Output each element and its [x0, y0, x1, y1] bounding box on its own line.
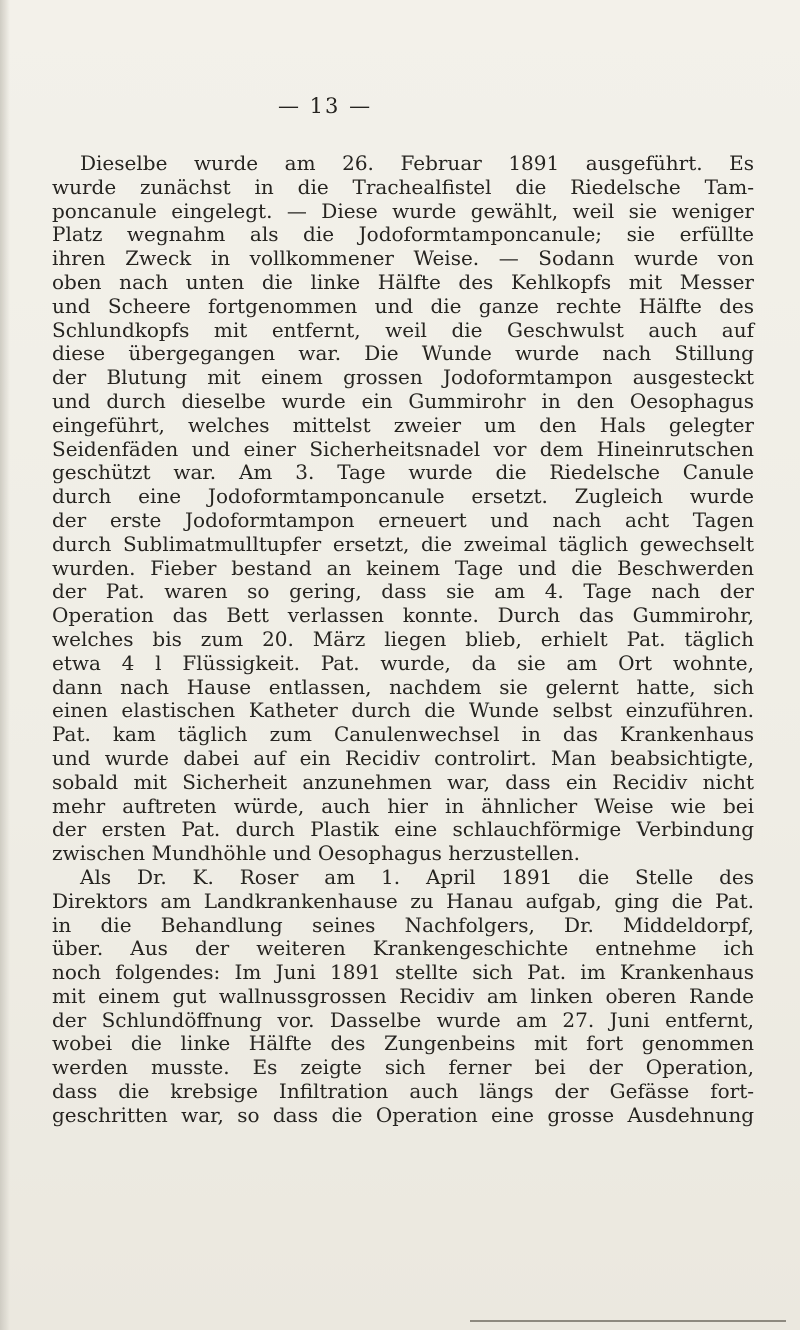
text-line: in die Behandlung seines Nachfolgers, Dr. Middeldorpf, — [52, 912, 754, 937]
text-line: über. Aus der weiteren Krankengeschichte entnehme ich — [52, 936, 754, 961]
text-line: dass die krebsige Infiltration auch längs der Gefässe fort- — [52, 1079, 754, 1104]
text-line: Dieselbe wurde am 26. Februar 1891 ausgeführt. Es — [80, 151, 754, 175]
text-line: Als Dr. K. Roser am 1. April 1891 die Stelle des — [80, 864, 754, 889]
text-line: wurden. Fieber bestand an keinem Tage und die Beschwerden — [52, 555, 754, 580]
text-line: geschützt war. Am 3. Tage wurde die Riedelsche Canule — [52, 460, 754, 485]
bottom-rule — [470, 1320, 786, 1322]
text-line: durch Sublimatmulltupfer ersetzt, die zweimal täglich gewechselt — [52, 531, 754, 556]
text-line: eingeführt, welches mittelst zweier um den Hals gelegter — [52, 412, 754, 437]
text-line: poncanule eingelegt. — Diese wurde gewählt, weil sie weniger — [52, 198, 754, 223]
text-line: durch eine Jodoformtamponcanule ersetzt. Zugleich wurde — [52, 484, 754, 509]
text-line: Schlundkopfs mit entfernt, weil die Geschwulst auch auf — [52, 317, 754, 342]
text-line: Seidenfäden und einer Sicherheitsnadel vor dem Hineinrutschen — [52, 436, 754, 461]
text-line: Platz wegnahm als die Jodoformtamponcanule; sie erfüllte — [52, 222, 754, 247]
text-line: der erste Jodoformtampon erneuert und nach acht Tagen — [52, 507, 754, 532]
text-line: mit einem gut wallnussgrossen Recidiv am linken oberen Rande — [52, 983, 754, 1008]
text-line: wurde zunächst in die Trachealfistel die Riedelsche Tam- — [52, 174, 754, 199]
text-line: dann nach Hause entlassen, nachdem sie gelernt hatte, sich — [52, 674, 754, 699]
text-line: etwa 4 l Flüssigkeit. Pat. wurde, da sie am Ort wohnte, — [52, 650, 754, 675]
text-line: diese übergegangen war. Die Wunde wurde nach Stillung — [52, 341, 754, 366]
page-edge-shadow — [0, 0, 10, 1330]
text-line: sobald mit Sicherheit anzunehmen war, dass ein Recidiv nicht — [52, 769, 754, 794]
text-line: und wurde dabei auf ein Recidiv controlirt. Man beabsichtigte, — [52, 745, 754, 770]
text-line: und Scheere fortgenommen und die ganze rechte Hälfte des — [52, 293, 754, 318]
page-number: — 13 — — [278, 94, 373, 118]
text-line: welches bis zum 20. März liegen blieb, erhielt Pat. täglich — [52, 626, 754, 651]
text-line: und durch dieselbe wurde ein Gummirohr in den Oesophagus — [52, 388, 754, 413]
text-line: der Pat. waren so gering, dass sie am 4. Tage nach der — [52, 579, 754, 604]
text-line: Pat. kam täglich zum Canulenwechsel in das Krankenhaus — [52, 722, 754, 747]
text-line: noch folgendes: Im Juni 1891 stellte sich Pat. im Krankenhaus — [52, 960, 754, 985]
body-text — [52, 152, 754, 1128]
text-line: Operation das Bett verlassen konnte. Durch das Gummirohr, — [52, 603, 754, 628]
text-line: werden musste. Es zeigte sich ferner bei der Operation, — [52, 1055, 754, 1080]
text-line: einen elastischen Katheter durch die Wunde selbst einzuführen. — [52, 698, 754, 723]
text-line: Direktors am Landkrankenhause zu Hanau aufgab, ging die Pat. — [52, 888, 754, 913]
text-line: wobei die linke Hälfte des Zungenbeins mit fort genommen — [52, 1031, 754, 1056]
text-line: der Blutung mit einem grossen Jodoformtampon ausgesteckt — [52, 365, 754, 390]
text-line: ihren Zweck in vollkommener Weise. — Sodann wurde von — [52, 246, 754, 271]
text-line: zwischen Mundhöhle und Oesophagus herzustellen. — [52, 841, 580, 866]
text-line: mehr auftreten würde, auch hier in ähnlicher Weise wie bei — [52, 793, 754, 818]
text-line: geschritten war, so dass die Operation eine grosse Ausdehnung — [52, 1102, 754, 1127]
text-line: oben nach unten die linke Hälfte des Kehlkopfs mit Messer — [52, 269, 754, 294]
text-line: der ersten Pat. durch Plastik eine schlauchförmige Verbindung — [52, 817, 754, 842]
text-line: der Schlundöffnung vor. Dasselbe wurde am 27. Juni entfernt, — [52, 1007, 754, 1032]
